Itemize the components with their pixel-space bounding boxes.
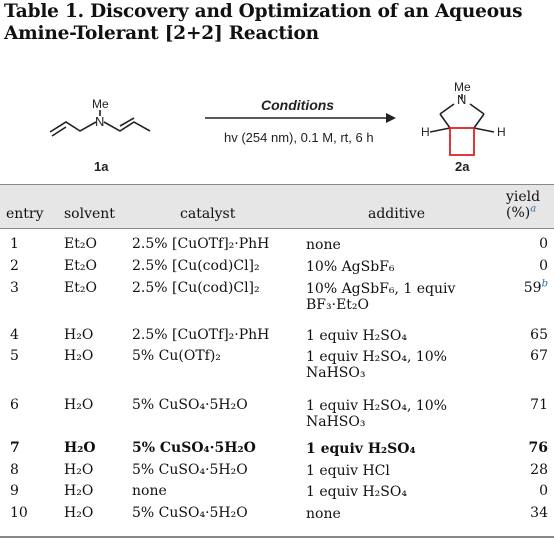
cyclobutane-ring [450, 128, 474, 155]
product-nitrogen-label: N [457, 92, 467, 107]
row-1-entry: 1 [10, 236, 19, 252]
row-1-catalyst: 2.5% [CuOTf]₂·PhH [132, 236, 270, 252]
reactant-methyl-label: Me [92, 97, 109, 111]
row-7-solvent: H₂O [64, 440, 96, 456]
product-hydrogen-left: H [421, 125, 430, 139]
reactant-nitrogen-label: N [95, 114, 105, 129]
product-label: 2a [455, 159, 470, 174]
row-10-additive: none [306, 506, 341, 522]
conditions-detail: hv (254 nm), 0.1 M, rt, 6 h [224, 130, 374, 145]
product-methyl-label: Me [454, 80, 471, 94]
row-9-entry: 9 [10, 483, 19, 499]
row-5-entry: 5 [10, 348, 19, 364]
reaction-scheme [0, 52, 554, 182]
row-9-additive: 1 equiv H₂SO₄ [306, 484, 407, 500]
row-8-entry: 8 [10, 462, 19, 478]
row-1-additive: none [306, 237, 341, 253]
row-7-yield: 76 [528, 440, 548, 456]
row-8-additive: 1 equiv HCl [306, 463, 390, 479]
row-6-additive: 1 equiv H₂SO₄, 10% NaHSO₃ [306, 398, 447, 430]
row-3-yield: 59$^b$ [523, 278, 548, 296]
row-4-additive: 1 equiv H₂SO₄ [306, 328, 407, 344]
row-6-solvent: H₂O [64, 397, 94, 413]
row-6-yield: 71 [530, 397, 548, 413]
row-2-entry: 2 [10, 258, 19, 274]
row-5-solvent: H₂O [64, 348, 94, 364]
row-2-solvent: Et₂O [64, 258, 97, 274]
row-3-additive: 10% AgSbF₆, 1 equiv BF₃·Et₂O [306, 281, 456, 313]
row-4-solvent: H₂O [64, 327, 94, 343]
product-hydrogen-right: H [497, 125, 506, 139]
header-solvent: solvent [64, 206, 115, 222]
header-yield-unit: (%) [506, 205, 531, 221]
row-4-catalyst: 2.5% [CuOTf]₂·PhH [132, 327, 270, 343]
row-10-solvent: H₂O [64, 505, 94, 521]
row-9-catalyst: none [132, 483, 167, 499]
row-7-additive: 1 equiv H₂SO₄ [306, 441, 416, 457]
row-10-entry: 10 [10, 505, 28, 521]
header-additive: additive [368, 206, 426, 222]
row-2-catalyst: 2.5% [Cu(cod)Cl]₂ [132, 258, 260, 274]
row-4-entry: 4 [10, 327, 19, 343]
table-title: Table 1. Discovery and Optimization of an Aqueous Amine-Tolerant [2+2] Reaction [4, 1, 523, 44]
row-6-entry: 6 [10, 397, 19, 413]
row-8-catalyst: 5% CuSO₄·5H₂O [132, 462, 248, 478]
row-7-entry: 7 [10, 440, 20, 456]
row-3-yield-footnote: b [541, 278, 548, 290]
row-4-yield: 65 [530, 327, 548, 343]
conditions-label: Conditions [261, 97, 335, 113]
header-yield [506, 189, 540, 221]
row-2-yield: 0 [539, 258, 548, 274]
row-1-solvent: Et₂O [64, 236, 97, 252]
table-header-rule [0, 228, 554, 229]
row-5-additive: 1 equiv H₂SO₄, 10% NaHSO₃ [306, 349, 447, 381]
row-5-catalyst: 5% Cu(OTf)₂ [132, 348, 221, 364]
row-9-solvent: H₂O [64, 483, 94, 499]
row-8-yield: 28 [530, 462, 548, 478]
row-3-solvent: Et₂O [64, 280, 97, 296]
row-10-catalyst: 5% CuSO₄·5H₂O [132, 505, 248, 521]
row-1-yield: 0 [539, 236, 548, 252]
header-yield-label: yield [506, 189, 541, 205]
row-8-solvent: H₂O [64, 462, 94, 478]
row-5-yield: 67 [530, 348, 548, 364]
reaction-arrow [205, 113, 396, 123]
header-yield-footnote: a [530, 203, 537, 215]
row-10-yield: 34 [530, 505, 548, 521]
row-2-additive: 10% AgSbF₆ [306, 259, 395, 275]
row-3-catalyst: 2.5% [Cu(cod)Cl]₂ [132, 280, 260, 296]
row-7-catalyst: 5% CuSO₄·5H₂O [132, 440, 256, 456]
row-3-entry: 3 [10, 280, 19, 296]
row-6-catalyst: 5% CuSO₄·5H₂O [132, 397, 248, 413]
row-9-yield: 0 [539, 483, 548, 499]
header-entry: entry [6, 206, 44, 222]
header-catalyst: catalyst [180, 206, 236, 222]
reactant-label: 1a [94, 159, 109, 174]
